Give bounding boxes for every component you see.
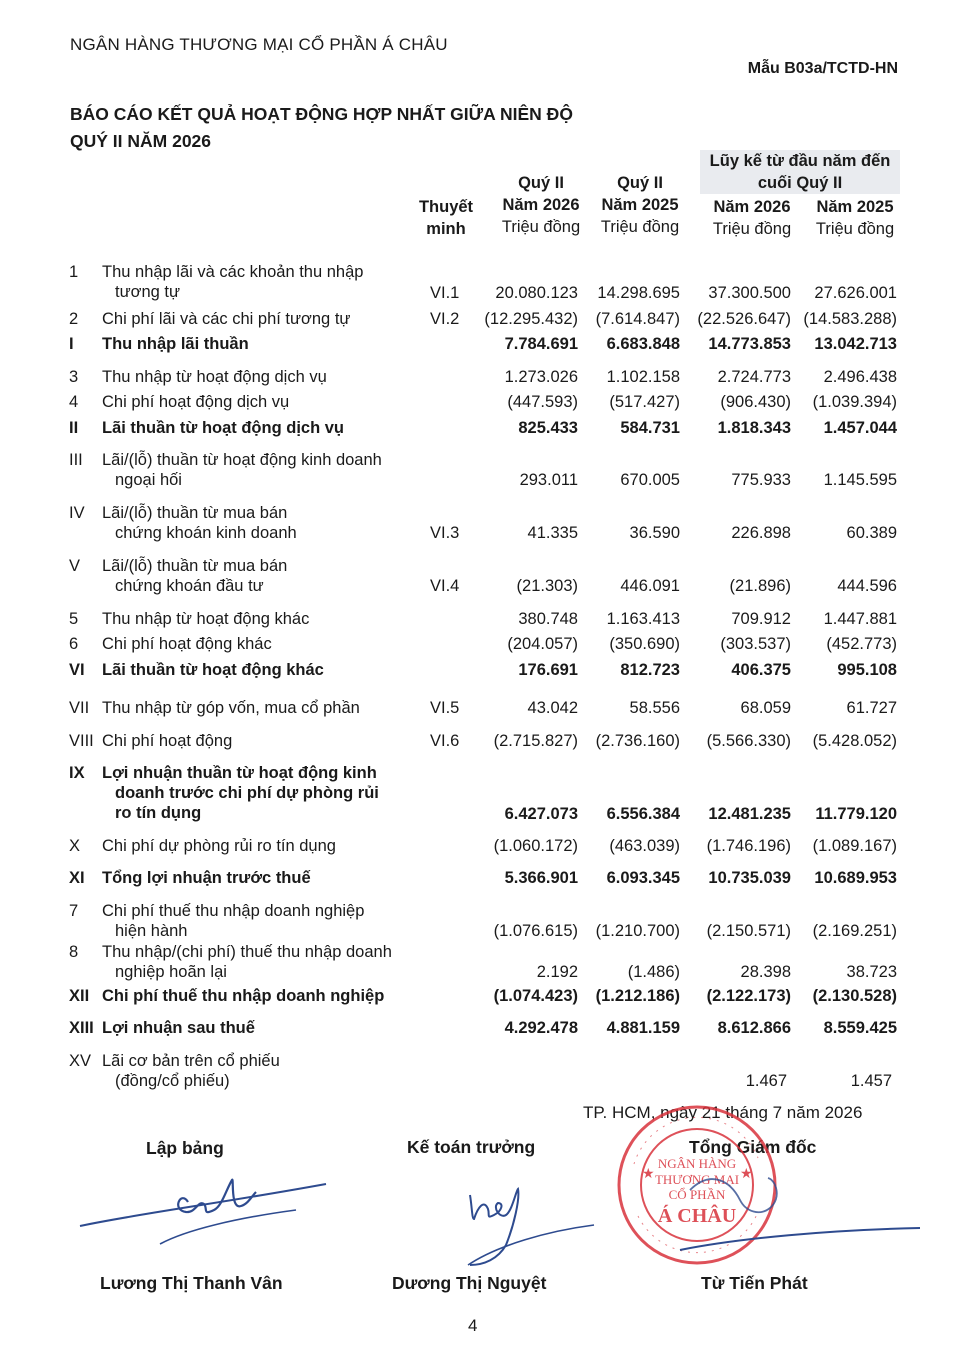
row-label: Chi phí hoạt động	[102, 732, 233, 750]
value-cum-2026: (1.746.196)	[706, 837, 791, 855]
value-q2-2025: (1.486)	[627, 963, 680, 981]
row-number: 3	[69, 368, 79, 386]
svg-text:CỔ PHẦN: CỔ PHẦN	[668, 1187, 726, 1202]
row-number: VII	[69, 699, 90, 717]
value-q2-2026: 4.292.478	[504, 1019, 578, 1037]
row-note: VI.1	[430, 284, 460, 302]
row-label: Lãi/(lỗ) thuần từ hoạt động kinh doanh ngoại hối	[102, 451, 382, 489]
row-number: XIII	[69, 1019, 94, 1037]
row-number: 7	[69, 902, 79, 920]
value-cum-2025: (1.039.394)	[812, 393, 897, 411]
row-number: VI	[69, 661, 85, 679]
row-label: Lợi nhuận sau thuế	[102, 1019, 255, 1037]
value-q2-2025: 4.881.159	[606, 1019, 680, 1037]
value-cum-2025: 13.042.713	[814, 335, 897, 353]
value-cum-2025: 27.626.001	[814, 284, 897, 302]
row-number: IX	[69, 764, 85, 782]
value-cum-2026: 1.818.343	[717, 419, 791, 437]
value-q2-2025: (350.690)	[609, 635, 680, 653]
row-note: VI.3	[430, 524, 460, 542]
svg-text:THƯƠNG MẠI: THƯƠNG MẠI	[654, 1172, 740, 1187]
row-number: 2	[69, 310, 79, 328]
row-number: XV	[69, 1052, 92, 1070]
value-q2-2025: 584.731	[620, 419, 680, 437]
value-cum-2026: 226.898	[731, 524, 791, 542]
col-cum-2025-header: Năm 2025 Triệu đồng	[815, 198, 895, 238]
row-number: X	[69, 837, 81, 855]
value-cum-2025: 1.457	[850, 1072, 892, 1090]
value-q2-2026: 41.335	[527, 524, 578, 542]
value-cum-2026: 8.612.866	[717, 1019, 791, 1037]
col-cum-2026-header: Năm 2026 Triệu đồng	[712, 198, 792, 238]
value-q2-2026: 7.784.691	[504, 335, 578, 353]
col-q2-2025-header: Quý II Năm 2025 Triệu đồng	[600, 174, 680, 236]
value-q2-2025: 812.723	[620, 661, 680, 679]
value-cum-2025: 995.108	[837, 661, 897, 679]
value-q2-2026: (1.060.172)	[493, 837, 578, 855]
value-q2-2025: 14.298.695	[597, 284, 680, 302]
preparer-title: Lập bảng	[146, 1138, 224, 1158]
row-label: Thu nhập lãi và các khoản thu nhập tương tự	[102, 263, 364, 301]
value-q2-2025: (7.614.847)	[595, 310, 680, 328]
value-q2-2025: (1.210.700)	[595, 922, 680, 940]
value-q2-2026: (447.593)	[507, 393, 578, 411]
row-note: VI.6	[430, 732, 460, 750]
row-number: 4	[69, 393, 79, 411]
value-cum-2026: 2.724.773	[717, 368, 791, 386]
value-cum-2026: 775.933	[731, 471, 791, 489]
bank-name: NGÂN HÀNG THƯƠNG MẠI CỔ PHẦN Á CHÂU	[70, 35, 448, 54]
value-cum-2026: 406.375	[731, 661, 791, 679]
value-q2-2026: 1.273.026	[504, 368, 578, 386]
row-label: Lãi/(lỗ) thuần từ mua bán chứng khoán kinh doanh	[102, 504, 297, 542]
row-label: Thu nhập từ hoạt động dịch vụ	[102, 368, 327, 386]
value-q2-2025: 6.093.345	[606, 869, 680, 887]
row-label: Thu nhập từ hoạt động khác	[102, 610, 310, 628]
row-label: Chi phí thuế thu nhập doanh nghiệp hiện hành	[102, 902, 365, 940]
value-cum-2026: (906.430)	[720, 393, 791, 411]
value-cum-2025: 10.689.953	[814, 869, 897, 887]
row-label: Chi phí thuế thu nhập doanh nghiệp	[102, 987, 385, 1005]
value-q2-2026: 20.080.123	[495, 284, 578, 302]
value-q2-2026: 293.011	[519, 471, 578, 489]
value-q2-2025: 446.091	[620, 577, 680, 595]
value-q2-2025: (463.039)	[609, 837, 680, 855]
row-note: VI.5	[430, 699, 460, 717]
row-label: Thu nhập từ góp vốn, mua cổ phần	[102, 699, 360, 717]
value-cum-2026: 37.300.500	[708, 284, 791, 302]
svg-text:★: ★	[642, 1167, 655, 1182]
report-title: BÁO CÁO KẾT QUẢ HOẠT ĐỘNG HỢP NHẤT GIỮA NIÊN ĐỘ	[70, 104, 573, 124]
value-cum-2026: (22.526.647)	[697, 310, 791, 328]
report-period: QUÝ II NĂM 2026	[70, 131, 212, 151]
row-label: Lãi thuần từ hoạt động dịch vụ	[102, 419, 345, 437]
svg-text:Á CHÂU: Á CHÂU	[657, 1205, 737, 1227]
form-code: Mẫu B03a/TCTD-HN	[747, 60, 898, 77]
preparer-name: Lương Thị Thanh Vân	[100, 1273, 283, 1293]
value-cum-2025: 61.727	[846, 699, 897, 717]
chief-accountant-title: Kế toán trưởng	[407, 1137, 536, 1157]
ceo-name: Từ Tiến Phát	[701, 1273, 808, 1293]
row-label: Lãi thuần từ hoạt động khác	[102, 661, 324, 679]
value-q2-2025: (2.736.160)	[595, 732, 680, 750]
value-cum-2025: 444.596	[837, 577, 897, 595]
value-cum-2026: 709.912	[731, 610, 791, 628]
value-q2-2026: 380.748	[518, 610, 578, 628]
value-cum-2026: (2.122.173)	[706, 987, 791, 1005]
value-q2-2025: 58.556	[629, 699, 680, 717]
value-q2-2026: 2.192	[536, 963, 578, 981]
value-q2-2026: (21.303)	[516, 577, 578, 595]
value-q2-2026: 5.366.901	[504, 869, 578, 887]
value-cum-2025: 8.559.425	[823, 1019, 897, 1037]
value-q2-2025: (1.212.186)	[595, 987, 680, 1005]
row-note: VI.2	[430, 310, 460, 328]
row-number: 6	[69, 635, 79, 653]
value-cum-2025: 1.145.595	[823, 471, 897, 489]
col-q2-2026-header: Quý II Năm 2026 Triệu đồng	[501, 174, 581, 236]
row-label: Chi phí dự phòng rủi ro tín dụng	[102, 837, 336, 855]
row-number: 1	[69, 263, 79, 281]
value-cum-2026: (2.150.571)	[706, 922, 791, 940]
value-q2-2026: (2.715.827)	[493, 732, 578, 750]
row-number: IV	[69, 504, 85, 522]
value-cum-2025: (2.130.528)	[812, 987, 897, 1005]
value-cum-2026: (21.896)	[729, 577, 791, 595]
value-cum-2025: 2.496.438	[823, 368, 897, 386]
row-number: XI	[69, 869, 85, 887]
row-label: Lợi nhuận thuần từ hoạt động kinh doanh trước chi phí dự phòng rủi ro tín dụng	[102, 764, 379, 822]
value-cum-2025: (5.428.052)	[812, 732, 897, 750]
row-number: III	[69, 451, 83, 469]
col-note-header: Thuyết minh	[418, 198, 474, 238]
value-cum-2026: 28.398	[740, 963, 791, 981]
ceo-signature	[650, 1150, 925, 1260]
row-number: XII	[69, 987, 90, 1005]
value-cum-2026: 1.467	[745, 1072, 787, 1090]
value-cum-2025: 38.723	[846, 963, 897, 981]
row-label: Tổng lợi nhuận trước thuế	[102, 869, 311, 887]
row-label: Chi phí hoạt động khác	[102, 635, 272, 653]
value-q2-2026: 825.433	[518, 419, 578, 437]
value-cum-2025: (1.089.167)	[812, 837, 897, 855]
value-cum-2026: 10.735.039	[708, 869, 791, 887]
value-cum-2025: 60.389	[846, 524, 897, 542]
row-label: Chi phí lãi và các chi phí tương tự	[102, 310, 351, 328]
value-q2-2025: 1.102.158	[606, 368, 680, 386]
value-cum-2025: (2.169.251)	[812, 922, 897, 940]
row-number: 8	[69, 943, 79, 961]
value-q2-2025: 6.556.384	[606, 805, 680, 823]
signing-date: TP. HCM, ngày 21 tháng 7 năm 2026	[583, 1103, 863, 1122]
value-cum-2026: (5.566.330)	[706, 732, 791, 750]
svg-text:NGÂN HÀNG: NGÂN HÀNG	[657, 1156, 737, 1171]
svg-text:★: ★	[740, 1167, 753, 1182]
value-q2-2026: (12.295.432)	[484, 310, 578, 328]
value-cum-2025: (14.583.288)	[803, 310, 897, 328]
value-q2-2026: 43.042	[527, 699, 578, 717]
row-number: 5	[69, 610, 79, 628]
value-cum-2025: 11.779.120	[815, 805, 897, 823]
value-cum-2025: 1.447.881	[823, 610, 897, 628]
value-q2-2025: 1.163.413	[606, 610, 680, 628]
value-q2-2025: 670.005	[620, 471, 680, 489]
value-q2-2026: (1.076.615)	[493, 922, 578, 940]
row-number: I	[69, 335, 74, 353]
row-number: VIII	[69, 732, 94, 750]
row-label: Lãi/(lỗ) thuần từ mua bán chứng khoán đầu tư	[102, 557, 288, 595]
row-label: Thu nhập lãi thuần	[102, 335, 249, 353]
col-cumulative-header: Lũy kế từ đầu năm đến cuối Quý II	[700, 150, 900, 194]
value-cum-2025: (452.773)	[826, 635, 897, 653]
row-number: V	[69, 557, 81, 575]
row-label: Thu nhập/(chi phí) thuế thu nhập doanh nghiệp hoãn lại	[102, 943, 392, 981]
row-label: Chi phí hoạt động dịch vụ	[102, 393, 290, 411]
row-number: II	[69, 419, 79, 437]
value-cum-2026: (303.537)	[720, 635, 791, 653]
value-q2-2025: 36.590	[629, 524, 680, 542]
row-note: VI.4	[430, 577, 460, 595]
chief-accountant-signature	[458, 1185, 598, 1270]
value-q2-2026: (204.057)	[507, 635, 578, 653]
chief-accountant-name: Dương Thị Nguyệt	[392, 1273, 547, 1293]
ceo-title: Tổng Giám đốc	[689, 1137, 817, 1157]
value-cum-2026: 14.773.853	[708, 335, 791, 353]
row-label: Lãi cơ bản trên cổ phiếu (đồng/cổ phiếu)	[102, 1052, 280, 1090]
value-q2-2025: (517.427)	[609, 393, 680, 411]
value-cum-2026: 12.481.235	[708, 805, 791, 823]
value-q2-2026: 6.427.073	[504, 805, 578, 823]
page-number: 4	[468, 1316, 478, 1335]
value-cum-2026: 68.059	[740, 699, 791, 717]
value-q2-2026: 176.691	[518, 661, 578, 679]
value-cum-2025: 1.457.044	[823, 419, 897, 437]
value-q2-2026: (1.074.423)	[493, 987, 578, 1005]
preparer-signature	[76, 1170, 336, 1250]
value-q2-2025: 6.683.848	[606, 335, 680, 353]
